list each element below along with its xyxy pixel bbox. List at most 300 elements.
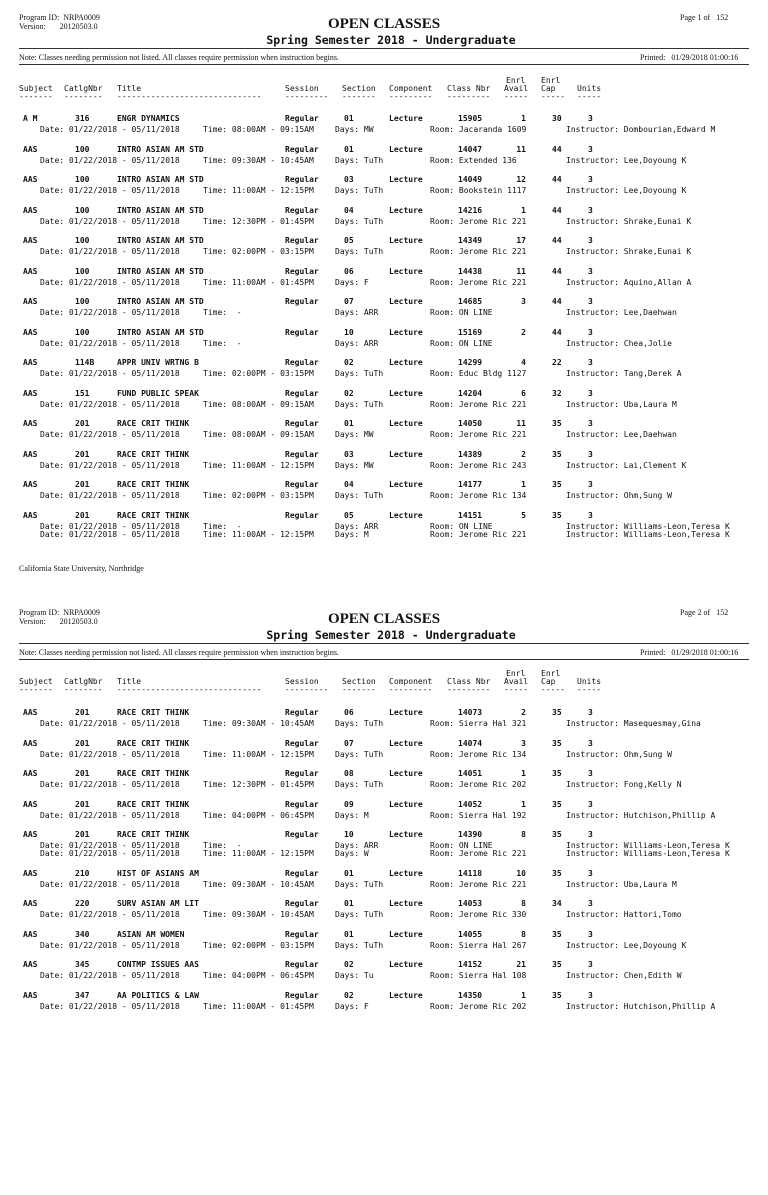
enrl-avail-cell: 2	[521, 708, 526, 717]
component-cell: Lecture	[389, 990, 423, 1000]
enrl-cap-cell: 35	[552, 830, 562, 839]
component-cell: Lecture	[389, 205, 423, 215]
course-title-cell: INTRO ASIAN AM STD	[117, 297, 204, 306]
date-range: Date: 01/22/2018 - 05/11/2018	[40, 399, 180, 409]
subject-cell: AAS	[23, 144, 38, 154]
component-cell: Lecture	[389, 144, 423, 154]
room: Room: Jerome Ric 221	[430, 399, 527, 409]
subject-cell: AAS	[23, 899, 38, 908]
class-number-cell: 14053	[458, 899, 483, 908]
date-range: Date: 01/22/2018 - 05/11/2018	[40, 529, 180, 539]
catalog-number-cell: 201	[75, 738, 90, 748]
meeting-time: Time: -	[203, 308, 242, 317]
class-number-cell: 14438	[458, 266, 483, 276]
enrl-avail-cell: 6	[521, 388, 526, 398]
divider	[19, 659, 749, 660]
enrl-cap-cell: 35	[552, 929, 562, 939]
meeting-time: Time: 02:00PM - 03:15PM	[203, 491, 314, 500]
section-cell: 10	[344, 327, 354, 337]
section-cell: 02	[344, 990, 354, 1000]
header-classnbr: Class Nbr	[447, 677, 491, 686]
enrl-cap-cell: 35	[552, 510, 562, 520]
meeting-time: Time: 09:30AM - 10:45AM	[203, 155, 314, 165]
class-number-cell: 15905	[458, 114, 483, 123]
units-cell: 3	[588, 990, 593, 1000]
catalog-number-cell: 201	[75, 419, 90, 428]
session-cell: Regular	[285, 236, 319, 245]
header-enrl: Enrl	[541, 669, 561, 678]
instructor: Instructor: Hattori,Tomo	[566, 910, 682, 919]
session-cell: Regular	[285, 480, 319, 489]
units-cell: 3	[588, 144, 593, 154]
units-cell: 3	[588, 769, 593, 778]
header-dashes: ---------	[447, 685, 491, 694]
enrl-avail-cell: 17	[516, 236, 526, 245]
room: Room: Jerome Ric 221	[430, 247, 527, 256]
class-number-cell: 14055	[458, 929, 483, 939]
section-cell: 01	[344, 114, 354, 123]
component-cell: Lecture	[389, 449, 423, 459]
units-cell: 3	[588, 738, 593, 748]
session-cell: Regular	[285, 114, 319, 123]
course-title-cell: ASIAN AM WOMEN	[117, 929, 185, 939]
enrl-cap-cell: 44	[552, 205, 562, 215]
program-id: Program ID: NRPA0009	[19, 13, 100, 22]
session-cell: Regular	[285, 266, 319, 276]
section-cell: 10	[344, 830, 354, 839]
catalog-number-cell: 100	[75, 236, 90, 245]
course-title-cell: AA POLITICS & LAW	[117, 990, 199, 1000]
meeting-days: Days: F	[335, 1001, 369, 1011]
component-cell: Lecture	[389, 114, 423, 123]
units-cell: 3	[588, 899, 593, 908]
section-cell: 02	[344, 960, 354, 969]
header-dashes: -------	[342, 685, 376, 694]
divider	[19, 643, 749, 644]
room: Room: Extended 136	[430, 155, 517, 165]
room: Room: ON LINE	[430, 308, 493, 317]
enrl-cap-cell: 30	[552, 114, 562, 123]
meeting-days: Days: TuTh	[335, 247, 384, 256]
header-cap: Cap	[541, 84, 556, 93]
header-dashes: -------	[342, 92, 376, 101]
meeting-time: Time: 12:30PM - 01:45PM	[203, 216, 314, 226]
instructor: Instructor: Chea,Jolie	[566, 338, 672, 348]
version: Version: 20120503.0	[19, 617, 98, 626]
enrl-cap-cell: 34	[552, 899, 562, 908]
component-cell: Lecture	[389, 388, 423, 398]
room: Room: Sierra Hal 108	[430, 971, 527, 980]
course-title-cell: INTRO ASIAN AM STD	[117, 175, 204, 184]
room: Room: Jerome Ric 221	[430, 216, 527, 226]
room: Room: Jerome Ric 243	[430, 460, 527, 470]
class-number-cell: 14177	[458, 480, 483, 489]
enrl-cap-cell: 44	[552, 266, 562, 276]
instructor: Instructor: Chen,Edith W	[566, 971, 682, 980]
instructor: Instructor: Hutchison,Phillip A	[566, 810, 716, 820]
version: Version: 20120503.0	[19, 22, 98, 31]
session-cell: Regular	[285, 175, 319, 184]
meeting-days: Days: ARR	[335, 841, 379, 850]
header-catlgnbr: CatlgNbr	[64, 84, 103, 93]
enrl-avail-cell: 2	[521, 449, 526, 459]
date-range: Date: 01/22/2018 - 05/11/2018	[40, 940, 180, 950]
enrl-cap-cell: 35	[552, 738, 562, 748]
date-range: Date: 01/22/2018 - 05/11/2018	[40, 277, 180, 287]
subject-cell: AAS	[23, 205, 38, 215]
header-subject: Subject	[19, 84, 53, 93]
section-cell: 01	[344, 419, 354, 428]
meeting-time: Time: 11:00AM - 12:15PM	[203, 849, 314, 858]
component-cell: Lecture	[389, 899, 423, 908]
meeting-days: Days: TuTh	[335, 780, 384, 789]
units-cell: 3	[588, 114, 593, 123]
enrl-avail-cell: 8	[521, 929, 526, 939]
section-cell: 06	[344, 266, 354, 276]
header-dashes: -----	[541, 92, 566, 101]
date-range: Date: 01/22/2018 - 05/11/2018	[40, 749, 180, 759]
date-range: Date: 01/22/2018 - 05/11/2018	[40, 521, 180, 531]
session-cell: Regular	[285, 510, 319, 520]
meeting-days: Days: TuTh	[335, 940, 384, 950]
component-cell: Lecture	[389, 297, 423, 306]
header-section: Section	[342, 84, 376, 93]
enrl-cap-cell: 44	[552, 175, 562, 184]
instructor: Instructor: Lai,Clement K	[566, 460, 687, 470]
enrl-avail-cell: 12	[516, 175, 526, 184]
header-subject: Subject	[19, 677, 53, 686]
page-number: Page 1 of 152	[680, 13, 729, 22]
meeting-days: Days: ARR	[335, 338, 379, 348]
header-units: Units	[577, 84, 602, 93]
catalog-number-cell: 100	[75, 205, 90, 215]
class-number-cell: 14052	[458, 799, 483, 809]
enrl-avail-cell: 3	[521, 738, 526, 748]
instructor: Instructor: Williams-Leon,Teresa K	[566, 841, 730, 850]
subject-cell: AAS	[23, 960, 38, 969]
header-dashes: ---------	[285, 685, 329, 694]
room: Room: Jerome Ric 134	[430, 491, 527, 500]
meeting-time: Time: 09:30AM - 10:45AM	[203, 719, 314, 728]
course-title-cell: RACE CRIT THINK	[117, 510, 190, 520]
subject-cell: AAS	[23, 708, 38, 717]
class-number-cell: 14118	[458, 868, 483, 878]
session-cell: Regular	[285, 327, 319, 337]
meeting-days: Days: MW	[335, 125, 374, 134]
enrl-cap-cell: 35	[552, 868, 562, 878]
session-cell: Regular	[285, 449, 319, 459]
course-title-cell: INTRO ASIAN AM STD	[117, 266, 204, 276]
instructor: Instructor: Williams-Leon,Teresa K	[566, 849, 730, 858]
instructor: Instructor: Dombourian,Edward M	[566, 125, 716, 134]
permission-note: Note: Classes needing permission not listed. All classes require permission when instruction begins.	[19, 648, 339, 657]
units-cell: 3	[588, 868, 593, 878]
header-dashes: -------	[19, 685, 53, 694]
subject-cell: AAS	[23, 175, 38, 184]
class-number-cell: 14073	[458, 708, 483, 717]
session-cell: Regular	[285, 799, 319, 809]
component-cell: Lecture	[389, 327, 423, 337]
meeting-days: Days: Tu	[335, 971, 374, 980]
enrl-avail-cell: 1	[521, 114, 526, 123]
meeting-days: Days: TuTh	[335, 399, 384, 409]
date-range: Date: 01/22/2018 - 05/11/2018	[40, 460, 180, 470]
instructor: Instructor: Williams-Leon,Teresa K	[566, 529, 730, 539]
enrl-avail-cell: 5	[521, 510, 526, 520]
instructor: Instructor: Fong,Kelly N	[566, 780, 682, 789]
component-cell: Lecture	[389, 419, 423, 428]
component-cell: Lecture	[389, 868, 423, 878]
subject-cell: AAS	[23, 327, 38, 337]
meeting-time: Time: 04:00PM - 06:45PM	[203, 810, 314, 820]
class-number-cell: 14204	[458, 388, 483, 398]
class-number-cell: 14151	[458, 510, 483, 520]
subject-cell: AAS	[23, 388, 38, 398]
class-number-cell: 14299	[458, 358, 483, 367]
room: Room: ON LINE	[430, 521, 493, 531]
class-number-cell: 14047	[458, 144, 483, 154]
room: Room: ON LINE	[430, 841, 493, 850]
instructor: Instructor: Lee,Doyoung K	[566, 155, 687, 165]
session-cell: Regular	[285, 419, 319, 428]
date-range: Date: 01/22/2018 - 05/11/2018	[40, 430, 180, 439]
component-cell: Lecture	[389, 175, 423, 184]
units-cell: 3	[588, 236, 593, 245]
header-component: Component	[389, 677, 433, 686]
units-cell: 3	[588, 708, 593, 717]
meeting-days: Days: F	[335, 277, 369, 287]
permission-note: Note: Classes needing permission not listed. All classes require permission when instruction begins.	[19, 53, 339, 62]
units-cell: 3	[588, 297, 593, 306]
class-number-cell: 14389	[458, 449, 483, 459]
header-dashes: -----	[504, 685, 529, 694]
header-avail: Avail	[504, 677, 529, 686]
meeting-days: Days: TuTh	[335, 719, 384, 728]
enrl-cap-cell: 44	[552, 144, 562, 154]
course-title-cell: RACE CRIT THINK	[117, 480, 190, 489]
header-dashes: -------	[19, 92, 53, 101]
units-cell: 3	[588, 358, 593, 367]
instructor: Instructor: Hutchison,Phillip A	[566, 1001, 716, 1011]
class-number-cell: 14350	[458, 990, 483, 1000]
course-title-cell: RACE CRIT THINK	[117, 419, 190, 428]
meeting-time: Time: 08:00AM - 09:15AM	[203, 399, 314, 409]
component-cell: Lecture	[389, 266, 423, 276]
component-cell: Lecture	[389, 708, 423, 717]
catalog-number-cell: 347	[75, 990, 90, 1000]
room: Room: ON LINE	[430, 338, 493, 348]
class-number-cell: 14051	[458, 769, 483, 778]
header-dashes: ------------------------------	[117, 92, 262, 101]
class-number-cell: 14049	[458, 175, 483, 184]
course-title-cell: INTRO ASIAN AM STD	[117, 205, 204, 215]
header-dashes: -----	[577, 685, 602, 694]
enrl-cap-cell: 35	[552, 769, 562, 778]
catalog-number-cell: 340	[75, 929, 90, 939]
printed-timestamp: Printed: 01/29/2018 01:00:16	[640, 53, 739, 62]
header-session: Session	[285, 677, 319, 686]
component-cell: Lecture	[389, 960, 423, 969]
header-session: Session	[285, 84, 319, 93]
instructor: Instructor: Lee,Daehwan	[566, 430, 677, 439]
course-title-cell: INTRO ASIAN AM STD	[117, 236, 204, 245]
page-number: Page 2 of 152	[680, 608, 729, 617]
enrl-cap-cell: 35	[552, 449, 562, 459]
subject-cell: A M	[23, 114, 38, 123]
catalog-number-cell: 201	[75, 830, 90, 839]
course-title-cell: INTRO ASIAN AM STD	[117, 144, 204, 154]
meeting-time: Time: -	[203, 841, 242, 850]
date-range: Date: 01/22/2018 - 05/11/2018	[40, 491, 180, 500]
section-cell: 07	[344, 738, 354, 748]
session-cell: Regular	[285, 358, 319, 367]
header-dashes: --------	[64, 685, 103, 694]
room: Room: Sierra Hal 267	[430, 940, 527, 950]
date-range: Date: 01/22/2018 - 05/11/2018	[40, 910, 180, 919]
report-subtitle: Spring Semester 2018 - Undergraduate	[266, 628, 516, 642]
units-cell: 3	[588, 799, 593, 809]
enrl-avail-cell: 11	[516, 144, 526, 154]
room: Room: Jacaranda 1609	[430, 125, 527, 134]
meeting-time: Time: 09:30AM - 10:45AM	[203, 910, 314, 919]
header-dashes: ---------	[389, 685, 433, 694]
catalog-number-cell: 316	[75, 114, 90, 123]
units-cell: 3	[588, 960, 593, 969]
units-cell: 3	[588, 480, 593, 489]
date-range: Date: 01/22/2018 - 05/11/2018	[40, 369, 180, 378]
header-dashes: ---------	[285, 92, 329, 101]
enrl-avail-cell: 1	[521, 769, 526, 778]
catalog-number-cell: 220	[75, 899, 90, 908]
enrl-cap-cell: 35	[552, 960, 562, 969]
subject-cell: AAS	[23, 510, 38, 520]
course-title-cell: RACE CRIT THINK	[117, 769, 190, 778]
class-number-cell: 14349	[458, 236, 483, 245]
enrl-cap-cell: 44	[552, 236, 562, 245]
component-cell: Lecture	[389, 358, 423, 367]
section-cell: 01	[344, 929, 354, 939]
subject-cell: AAS	[23, 830, 38, 839]
meeting-time: Time: 02:00PM - 03:15PM	[203, 247, 314, 256]
enrl-avail-cell: 11	[516, 266, 526, 276]
subject-cell: AAS	[23, 266, 38, 276]
section-cell: 04	[344, 480, 354, 489]
meeting-time: Time: 11:00AM - 12:15PM	[203, 529, 314, 539]
course-title-cell: RACE CRIT THINK	[117, 738, 190, 748]
component-cell: Lecture	[389, 738, 423, 748]
course-title-cell: HIST OF ASIANS AM	[117, 868, 199, 878]
header-cap: Cap	[541, 677, 556, 686]
meeting-time: Time: 11:00AM - 01:45PM	[203, 277, 314, 287]
enrl-cap-cell: 44	[552, 297, 562, 306]
section-cell: 08	[344, 769, 354, 778]
header-dashes: ---------	[447, 92, 491, 101]
room: Room: Bookstein 1117	[430, 186, 527, 195]
instructor: Instructor: Shrake,Eunai K	[566, 247, 692, 256]
meeting-days: Days: TuTh	[335, 369, 384, 378]
instructor: Instructor: Williams-Leon,Teresa K	[566, 521, 730, 531]
catalog-number-cell: 345	[75, 960, 90, 969]
enrl-avail-cell: 1	[521, 205, 526, 215]
enrl-avail-cell: 3	[521, 297, 526, 306]
catalog-number-cell: 151	[75, 388, 90, 398]
session-cell: Regular	[285, 205, 319, 215]
instructor: Instructor: Aquino,Allan A	[566, 277, 692, 287]
header-dashes: -----	[504, 92, 529, 101]
enrl-cap-cell: 35	[552, 990, 562, 1000]
meeting-days: Days: W	[335, 849, 369, 858]
enrl-avail-cell: 1	[521, 480, 526, 489]
component-cell: Lecture	[389, 480, 423, 489]
divider	[19, 48, 749, 49]
room: Room: Sierra Hal 192	[430, 810, 527, 820]
course-title-cell: RACE CRIT THINK	[117, 449, 190, 459]
section-cell: 01	[344, 868, 354, 878]
date-range: Date: 01/22/2018 - 05/11/2018	[40, 780, 180, 789]
meeting-days: Days: ARR	[335, 308, 379, 317]
section-cell: 05	[344, 236, 354, 245]
header-dashes: -----	[541, 685, 566, 694]
class-number-cell: 14050	[458, 419, 483, 428]
course-title-cell: ENGR DYNAMICS	[117, 114, 180, 123]
class-number-cell: 15169	[458, 327, 483, 337]
meeting-days: Days: M	[335, 810, 369, 820]
meeting-time: Time: 09:30AM - 10:45AM	[203, 879, 314, 889]
room: Room: Jerome Ric 202	[430, 1001, 527, 1011]
instructor: Instructor: Ohm,Sung W	[566, 749, 672, 759]
section-cell: 03	[344, 449, 354, 459]
component-cell: Lecture	[389, 769, 423, 778]
header-dashes: ---------	[389, 92, 433, 101]
session-cell: Regular	[285, 769, 319, 778]
date-range: Date: 01/22/2018 - 05/11/2018	[40, 155, 180, 165]
meeting-days: Days: TuTh	[335, 216, 384, 226]
enrl-cap-cell: 35	[552, 419, 562, 428]
instructor: Instructor: Masequesmay,Gina	[566, 719, 701, 728]
report-title: OPEN CLASSES	[327, 611, 441, 627]
footer-institution: California State University, Northridge	[19, 564, 144, 573]
section-cell: 01	[344, 899, 354, 908]
catalog-number-cell: 201	[75, 769, 90, 778]
subject-cell: AAS	[23, 358, 38, 367]
subject-cell: AAS	[23, 236, 38, 245]
enrl-cap-cell: 44	[552, 327, 562, 337]
catalog-number-cell: 201	[75, 510, 90, 520]
meeting-days: Days: TuTh	[335, 910, 384, 919]
date-range: Date: 01/22/2018 - 05/11/2018	[40, 719, 180, 728]
date-range: Date: 01/22/2018 - 05/11/2018	[40, 971, 180, 980]
units-cell: 3	[588, 449, 593, 459]
date-range: Date: 01/22/2018 - 05/11/2018	[40, 879, 180, 889]
meeting-days: Days: M	[335, 529, 369, 539]
date-range: Date: 01/22/2018 - 05/11/2018	[40, 247, 180, 256]
header-section: Section	[342, 677, 376, 686]
meeting-time: Time: 08:00AM - 09:15AM	[203, 125, 314, 134]
meeting-time: Time: 02:00PM - 03:15PM	[203, 369, 314, 378]
meeting-days: Days: TuTh	[335, 186, 384, 195]
room: Room: Jerome Ric 202	[430, 780, 527, 789]
meeting-time: Time: 11:00AM - 12:15PM	[203, 186, 314, 195]
course-title-cell: CONTMP ISSUES AAS	[117, 960, 199, 969]
header-catlgnbr: CatlgNbr	[64, 677, 103, 686]
meeting-time: Time: 11:00AM - 12:15PM	[203, 749, 314, 759]
meeting-time: Time: 11:00AM - 01:45PM	[203, 1001, 314, 1011]
instructor: Instructor: Ohm,Sung W	[566, 491, 672, 500]
header-component: Component	[389, 84, 433, 93]
meeting-days: Days: TuTh	[335, 749, 384, 759]
catalog-number-cell: 114B	[75, 358, 95, 367]
meeting-time: Time: 04:00PM - 06:45PM	[203, 971, 314, 980]
